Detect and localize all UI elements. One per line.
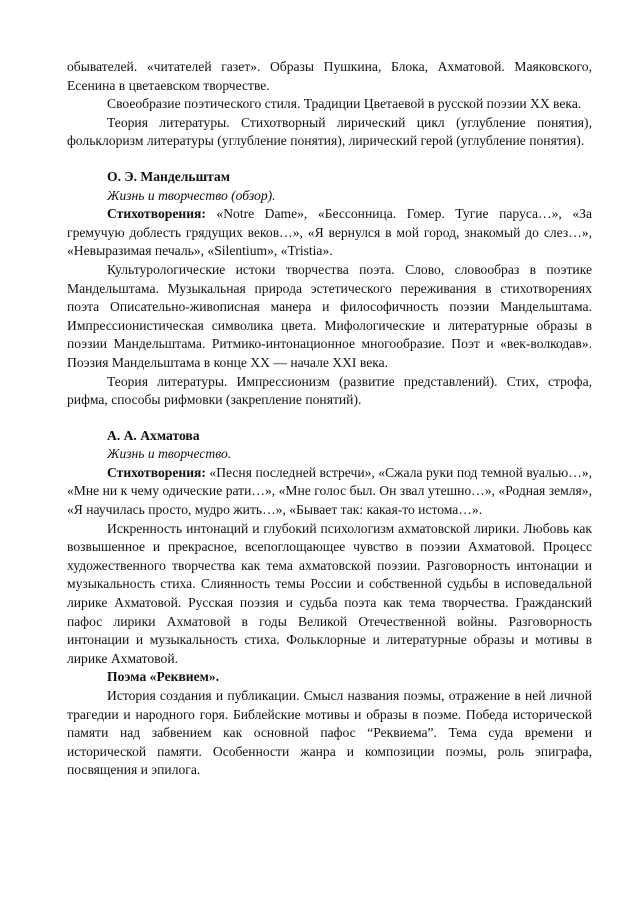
section-subtitle: Жизнь и творчество. <box>107 446 232 462</box>
section-heading-mandelstam: О. Э. Мандельштам <box>107 168 230 184</box>
section-heading-akhmatova: А. А. Ахматова <box>107 427 200 443</box>
paragraph: Теория литературы. Импрессионизм (развитие представлений). Стих, строфа, рифма, способы рифмовки (закрепление понятий). <box>67 373 592 408</box>
poems-text: «Песня последней встречи», «Сжала руки под темной вуалью…», «Мне ни к чему одические рати…», «Мне голос был. Он звал утешно…», «Родная земля», «Я научилась просто, мудро жить…», «Бывает так: какая-то истома…». <box>67 464 592 518</box>
paragraph: Культурологические истоки творчества поэта. Слово, словообраз в поэтике Мандельштама. Музыкальная природа эстетического переживания в стихотворениях поэта Описательно-живописная манера и философичность поэзии Мандельштама. Импрессионистическая символика цвета. Мифологические и литературные образы в поэзии Мандельштама. Ритмико-интонационное многообразие. Поэт и «век-волкодав». Поэзия Мандельштама в конце XX — начале XXI века. <box>67 261 592 370</box>
section-subtitle: Жизнь и творчество (обзор). <box>107 187 276 203</box>
paragraph: Искренность интонаций и глубокий психологизм ахматовской лирики. Любовь как возвышенное и прекрасное, всепоглощающее чувство в поэзии Ахматовой. Процесс художественного творчества как тема ахматовской поэзии. Разговорность интонации и музыкальность стиха. Слиянность темы России и собственной судьбы в исповедальной лирике Ахматовой. Русская поэзия и судьба поэта как тема творчества. Гражданский пафос лирики Ахматовой в годы Великой Отечественной войны. Разговорность интонации и музыкальность стиха. Фольклорные и литературные образы и мотивы в лирике Ахматовой. <box>67 520 592 666</box>
spacer <box>67 410 592 427</box>
poems-label: Стихотворения: <box>107 464 206 480</box>
poems-list <box>67 464 592 520</box>
requiem-heading: Поэма «Реквием». <box>107 669 220 685</box>
paragraph: История создания и публикации. Смысл названия поэмы, отражение в ней личной трагедии и народного горя. Библейские мотивы и образы в поэме. Победа исторической памяти над забвением как основной пафос “Реквиема”. Тема суда времени и исторической памяти. Особенности жанра и композиции поэмы, роль эпиграфа, посвящения и эпилога. <box>67 688 592 778</box>
poems-label: Стихотворения: <box>107 206 206 222</box>
poems-text: «Notre Dame», «Бессонница. Гомер. Тугие паруса…», «За гремучую доблесть грядущих веков…», «Я вернулся в мой город, знакомый до слез…», «Невыразимая печаль», «Silentium», «Tristia». <box>67 206 592 259</box>
paragraph: Теория литературы. Стихотворный лирический цикл (углубление понятия), фольклоризм литературы (углубление понятия), лирический герой (углубление понятия). <box>67 114 592 149</box>
paragraph: обывателей. «читателей газет». Образы Пушкина, Блока, Ахматовой. Маяковского, Есенина в цветаевском творчестве. <box>67 59 592 93</box>
paragraph: Своеобразие поэтического стиля. Традиции Цветаевой в русской поэзии XX века. <box>107 96 582 112</box>
spacer <box>67 151 592 168</box>
poems-list <box>67 205 592 261</box>
